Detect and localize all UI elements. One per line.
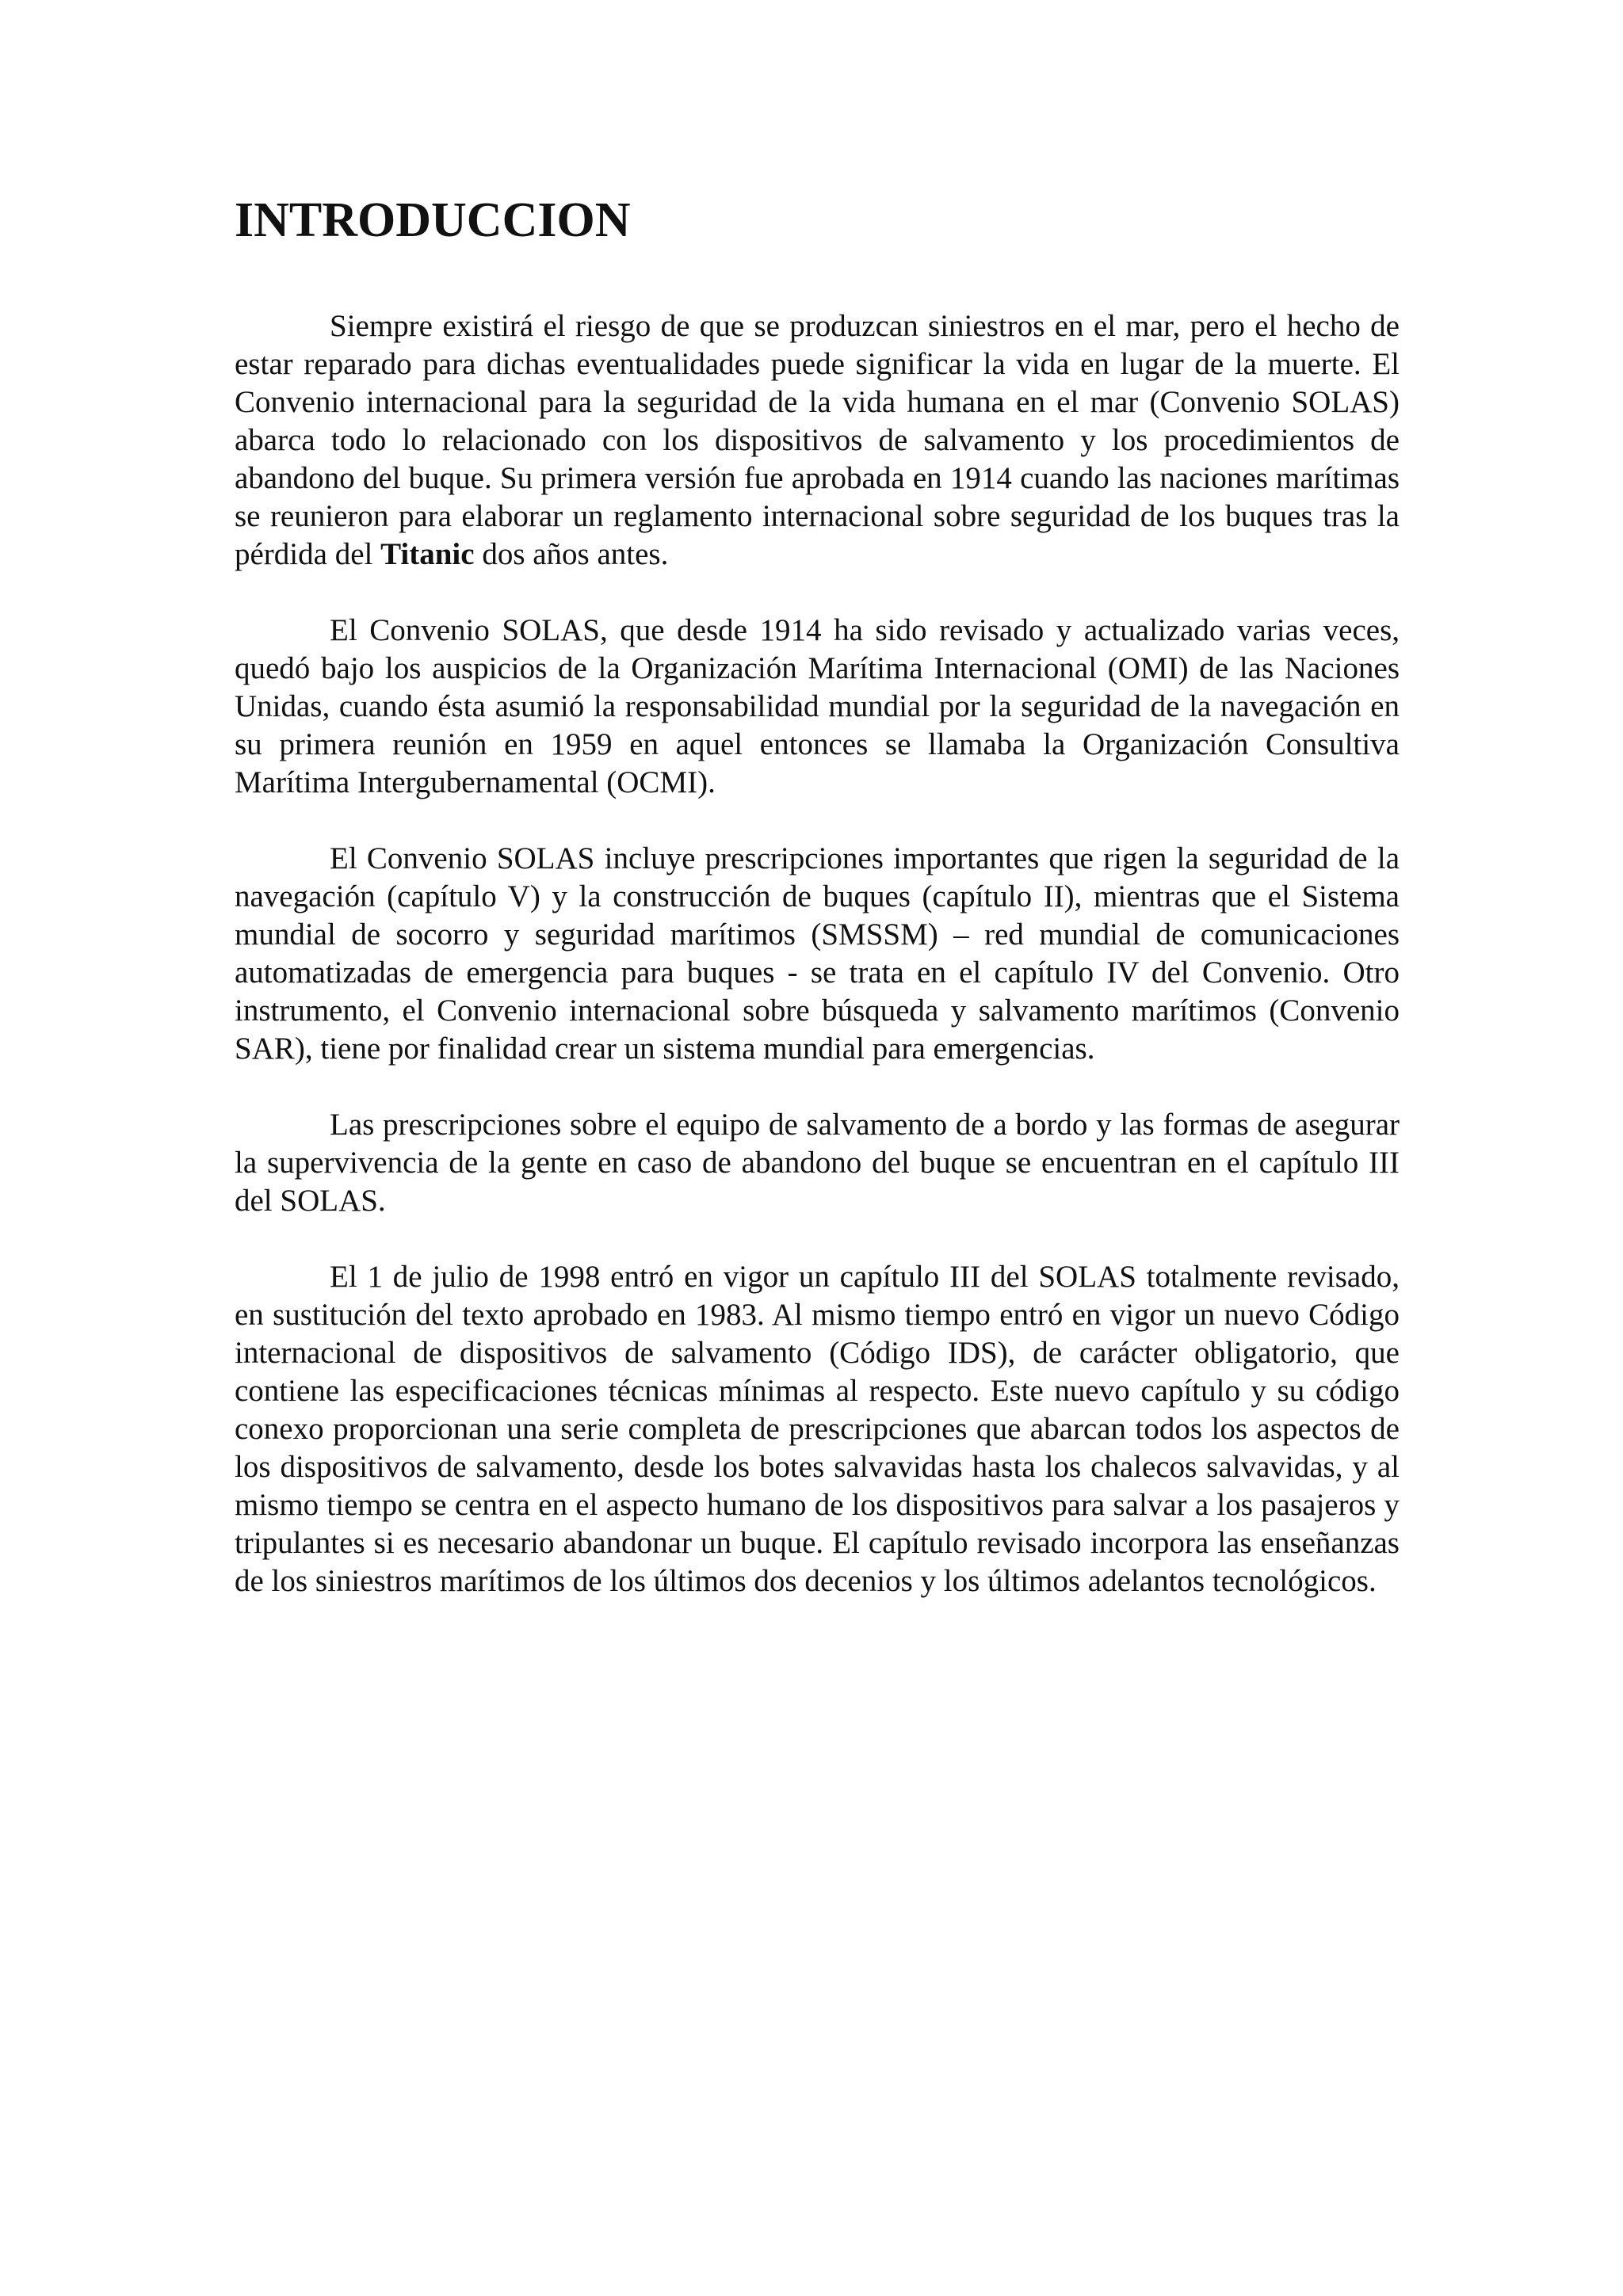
paragraph-2 [235,612,1400,802]
paragraph-5 [235,1258,1400,1600]
paragraph-5-text: El 1 de julio de 1998 entró en vigor un capítulo III del SOLAS totalmente revisado, en sustitución del texto aprobado en 1983. Al mismo tiempo entró en vigor un nuevo Código internacional de dispositivos de salvamento (Código IDS), de carácter obligatorio, que contiene las especificaciones técnicas mínimas al respecto. Este nuevo capítulo y su código conexo proporcionan una serie completa de prescripciones que abarcan todos los aspectos de los dispositivos de salvamento, desde los botes salvavidas hasta los chalecos salvavidas, y al mismo tiempo se centra en el aspecto humano de los dispositivos para salvar a los pasajeros y tripulantes si es necesario abandonar un buque. El capítulo revisado incorpora las enseñanzas de los siniestros marítimos de los últimos dos decenios y los últimos adelantos tecnológicos. [235,1260,1400,1598]
paragraph-4 [235,1106,1400,1220]
paragraph-3 [235,840,1400,1068]
paragraph-3-text: El Convenio SOLAS incluye prescripciones importantes que rigen la seguridad de la navegación (capítulo V) y la construcción de buques (capítulo II), mientras que el Sistema mundial de socorro y seguridad marítimos (SMSSM) – red mundial de comunicaciones automatizadas de emergencia para buques - se trata en el capítulo IV del Convenio. Otro instrumento, el Convenio internacional sobre búsqueda y salvamento marítimos (Convenio SAR), tiene por finalidad crear un sistema mundial para emergencias. [235,841,1400,1066]
paragraph-2-text: El Convenio SOLAS, que desde 1914 ha sido revisado y actualizado varias veces, quedó bajo los auspicios de la Organización Marítima Internacional (OMI) de las Naciones Unidas, cuando ésta asumió la responsabilidad mundial por la seguridad de la navegación en su primera reunión en 1959 en aquel entonces se llamaba la Organización Consultiva Marítima Intergubernamental (OCMI). [235,613,1400,799]
document-body [235,307,1400,1638]
paragraph-1 [235,307,1400,574]
page-title: INTRODUCCION [235,193,631,247]
titanic-emphasis: Titanic [380,537,475,571]
paragraph-1-text-b: dos años antes. [474,537,669,571]
paragraph-1-text-a: Siempre existirá el riesgo de que se produzcan siniestros en el mar, pero el hecho de estar reparado para dichas eventualidades puede significar la vida en lugar de la muerte. El Convenio internacional para la seguridad de la vida humana en el mar (Convenio SOLAS) abarca todo lo relacionado con los dispositivos de salvamento y los procedimientos de abandono del buque. Su primera versión fue aprobada en 1914 cuando las naciones marítimas se reunieron para elaborar un reglamento internacional sobre seguridad de los buques tras la pérdida del [235,309,1400,571]
paragraph-4-text: Las prescripciones sobre el equipo de salvamento de a bordo y las formas de asegurar la supervivencia de la gente en caso de abandono del buque se encuentran en el capítulo III del SOLAS. [235,1108,1400,1218]
